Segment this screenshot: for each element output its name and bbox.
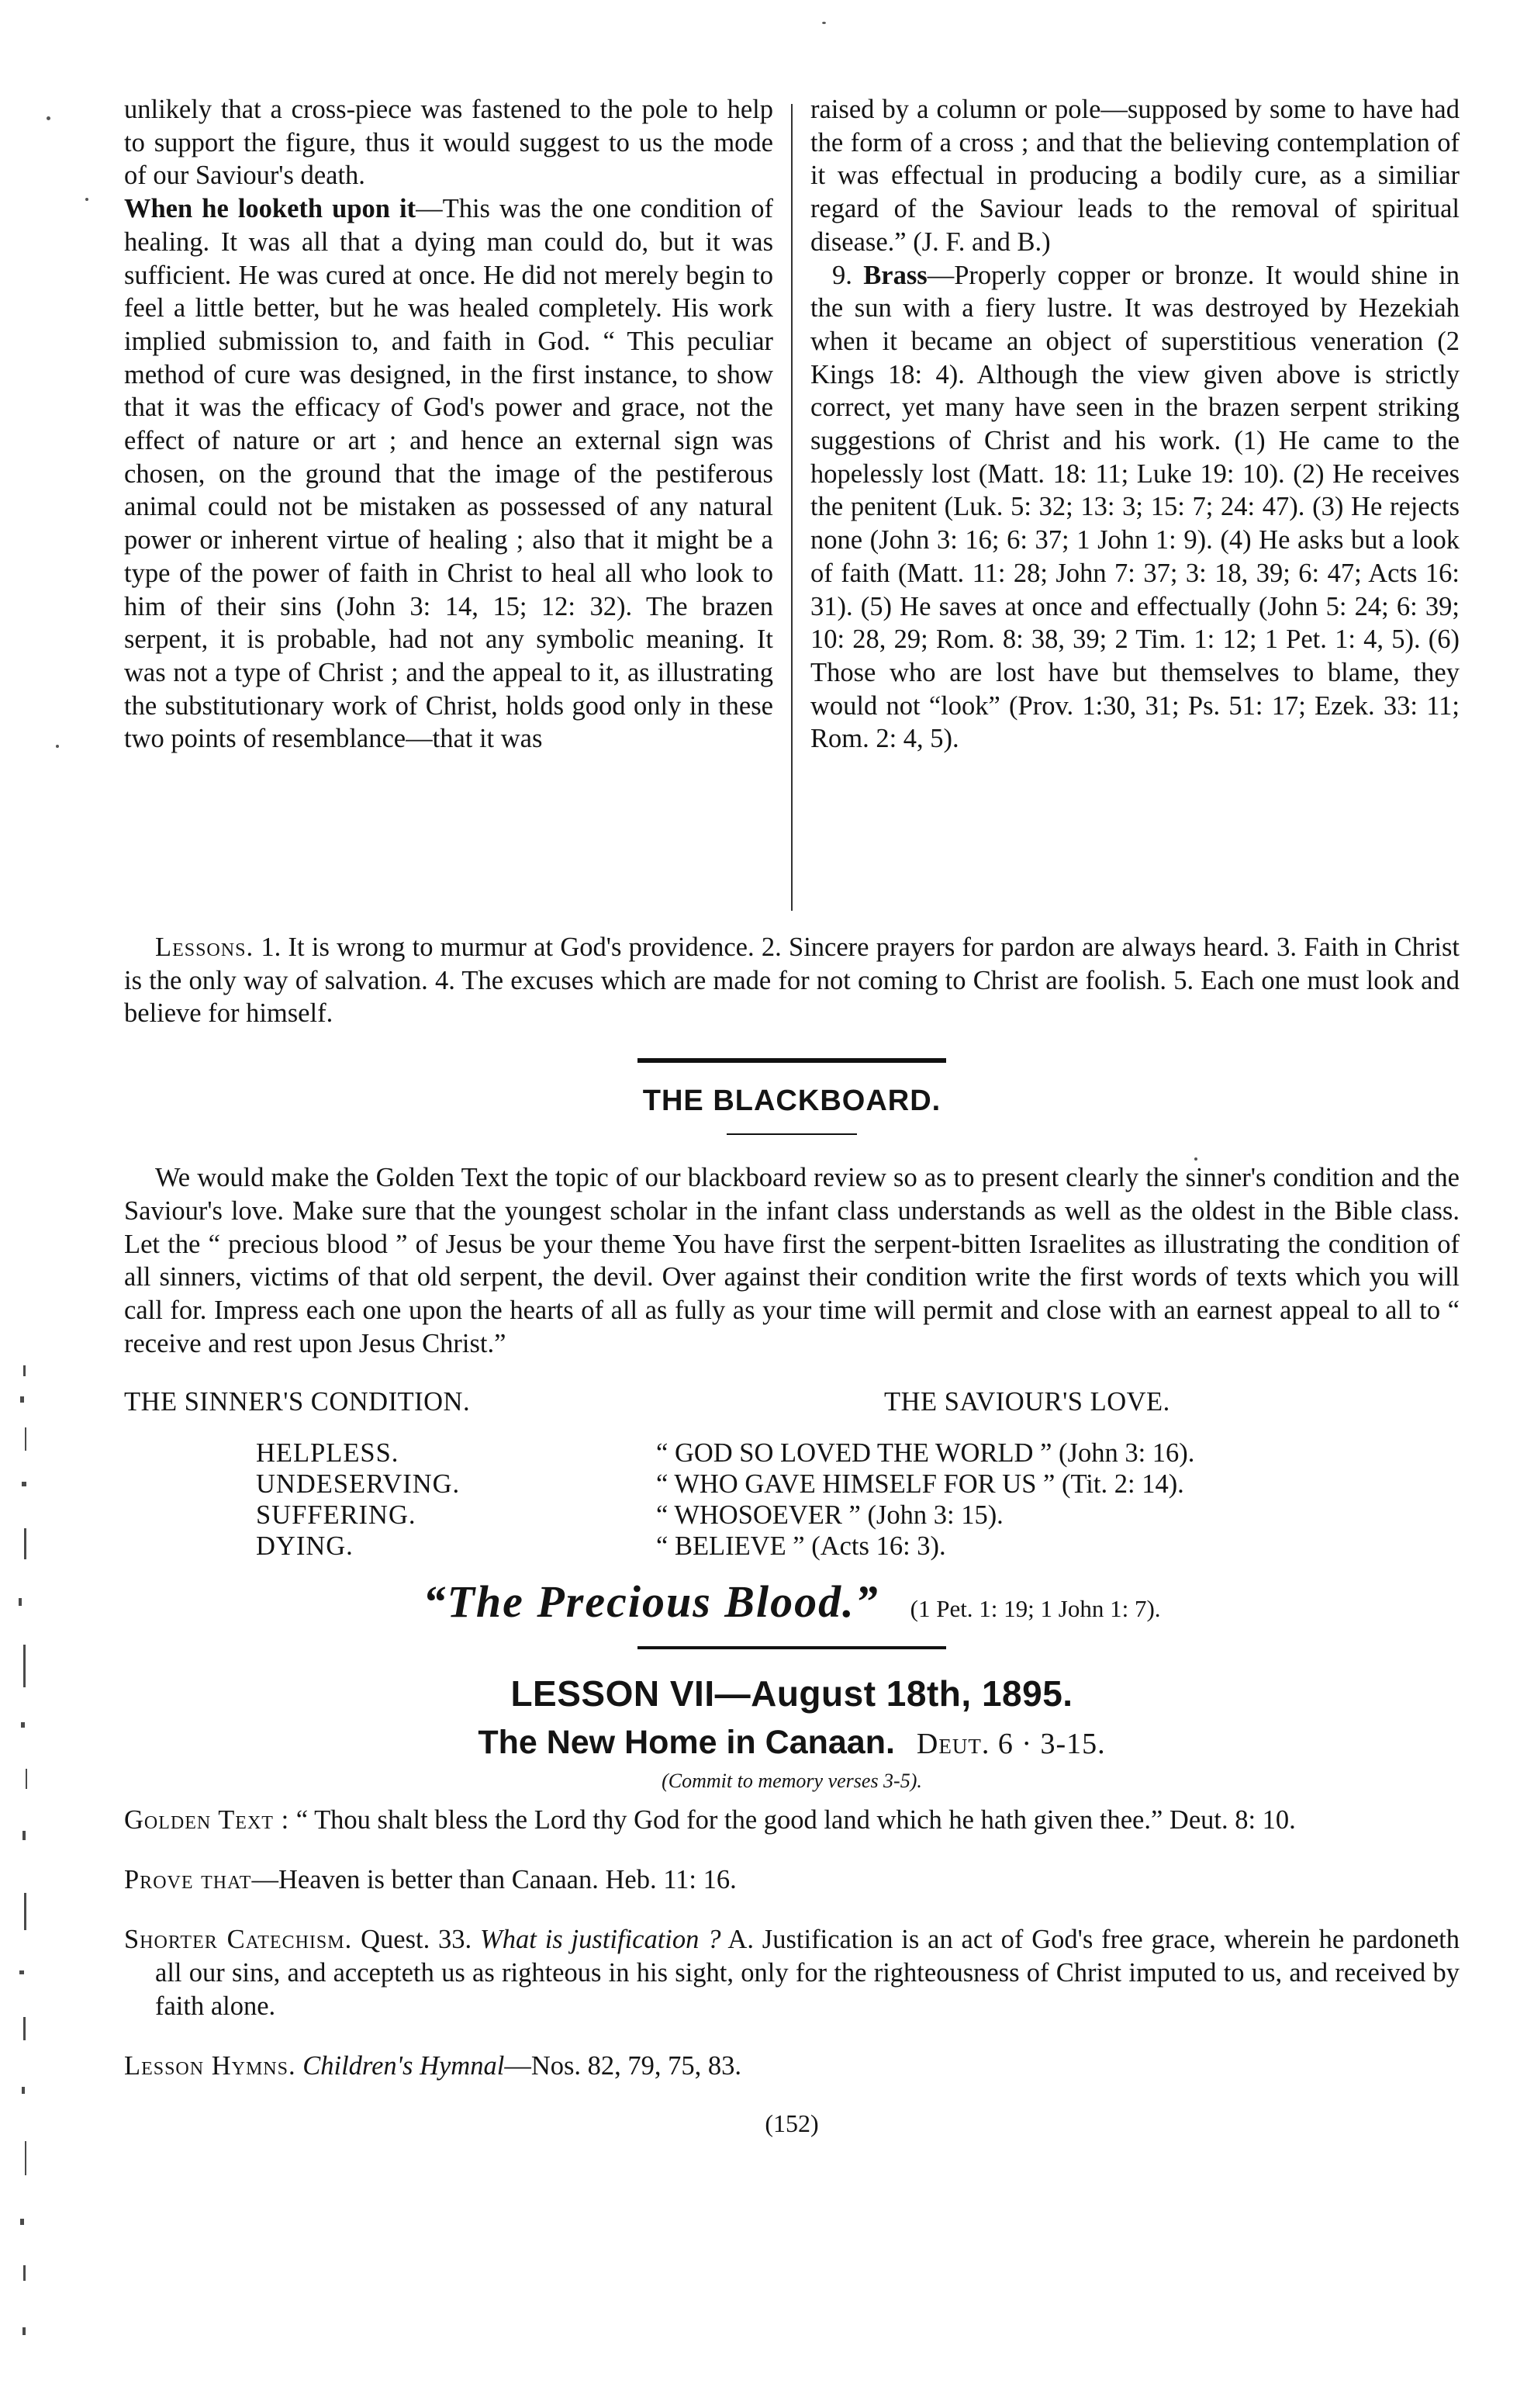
table-row — [256, 1469, 1460, 1500]
page-number: (152) — [765, 2109, 819, 2138]
right-column — [793, 93, 1460, 911]
right-para-2-lead: Brass — [863, 260, 928, 290]
blackboard-table — [256, 1438, 1460, 1562]
scan-edge-noise — [0, 1365, 43, 2374]
blackboard-title: THE BLACKBOARD. — [642, 1085, 941, 1118]
lessons-label: Lessons. — [155, 932, 254, 962]
lesson-subtitle: The New Home in Canaan. — [478, 1723, 895, 1761]
right-para-1: raised by a column or pole—supposed by some to have had the form of a cross ; and that the believing contemplation of it was effectual in producing a bodily cure, as a similiar regard of the Saviour leads to the removal of spiritual disease.” (J. F. and B.) — [810, 95, 1460, 257]
lesson-subtitle-line — [124, 1724, 1460, 1762]
precious-blood-text: “The Precious Blood.” — [423, 1576, 879, 1627]
condition-cell: DYING. — [256, 1531, 354, 1561]
scan-speck — [85, 198, 88, 201]
lesson-title: LESSON VII—August 18th, 1895. — [510, 1673, 1073, 1714]
catechism-question: What is justification ? — [480, 1925, 721, 1955]
hymns-book: Children's Hymnal — [302, 2050, 505, 2081]
section-rule-thin — [727, 1133, 857, 1135]
table-row — [256, 1500, 1460, 1531]
right-para-2-text: —Properly copper or bronze. It would shine in the sun with a fiery lustre. It was destroyed by Hezekiah when it became an object of superstitious veneration (2 Kings 18: 4). Although the view given above is strictly correct, yet many have seen in the brazen serpent striking suggestions of Christ and his work. (1) He came to the hopelessly lost (Matt. 18: 11; Luke 19: 10). (2) He receives the penitent (Luk. 5: 32; 13: 3; 15: 7; 24: 47). (3) He rejects none (John 3: 16; 6: 37; 1 John 1: 9). (4) He asks but a look of faith (Matt. 11: 28; John 7: 37; 3: 18, 39; 6: 47; Acts 16: 31). (5) He saves at once and effectually (John 5: 24; 6: 39; 10: 28, 29; Rom. 8: 38, 39; 2 Tim. 1: 12; 1 Pet. 1: 4, 5). (6) Those who are lost have but themselves to blame, they would not “look” (Prov. 1:30, 31; Ps. 51: 17; Ezek. 33: 11; Rom. 2: 4, 5). — [810, 260, 1460, 754]
prove-that-label: Prove that — [124, 1865, 252, 1895]
catechism-question-number: Quest. 33. — [352, 1925, 481, 1955]
blackboard-body: We would make the Golden Text the topic of our blackboard review so as to present clearly the sinner's condition and the Saviour's love. Make sure that the youngest scholar in the infant class understands as well as the oldest in the Bible class. Let the “ precious blood ” of Jesus be your theme You have first the serpent-bitten Israelites as illustrating the condition of all sinners, victims of that old serpent, the devil. Over against their condition write the first words of texts which you will call for. Impress each one upon the hearts of all as fully as your time will permit and close with an earnest appeal to all to “ receive and rest upon Jesus Christ.” — [124, 1163, 1460, 1358]
hymns-numbers: —Nos. 82, 79, 75, 83. — [504, 2050, 742, 2081]
condition-cell: UNDESERVING. — [256, 1469, 461, 1499]
golden-text — [124, 1804, 1460, 1837]
lessons-text: 1. It is wrong to murmur at God's providence. 2. Sincere prayers for pardon are always heard. 3. Faith in Christ is the only way of salvation. 4. The excuses which are made for not coming to Christ are foolish. 5. Each one must look and believe for himself. — [124, 932, 1460, 1029]
shorter-catechism — [124, 1923, 1460, 2022]
love-cell: “ BELIEVE ” (Acts 16: 3). — [656, 1531, 946, 1561]
catechism-answer: A. Justification is an act of God's free grace, wherein he pardoneth all our sins, and accepteth us as righteous in his sight, only for the righteousness of Christ imputed to us, and received by faith alone. — [155, 1925, 1460, 2021]
commit-to-memory: (Commit to memory verses 3-5). — [662, 1769, 922, 1792]
prove-that — [124, 1863, 1460, 1897]
precious-blood-motto — [124, 1576, 1460, 1628]
love-cell: “ GOD SO LOVED THE WORLD ” (John 3: 16). — [656, 1438, 1195, 1468]
left-para-2-lead: When he looketh upon it — [124, 194, 416, 224]
prove-that-body: —Heaven is better than Canaan. Heb. 11: 16. — [251, 1865, 737, 1895]
golden-text-body: “ Thou shalt bless the Lord thy God for the good land which he hath given thee.” Deut. 8: 10. — [289, 1804, 1296, 1835]
condition-cell: SUFFERING. — [256, 1500, 416, 1530]
left-para-2-text: —This was the one condition of healing. It was all that a dying man could do, but it was sufficient. He was cured at once. He did not merely begin to feel a little better, but he was healed completely. His work implied submission to, and faith in God. “ This peculiar method of cure was designed, in the first instance, to show that it was the efficacy of God's power and grace, not the effect of nature or art ; and hence an external sign was chosen, on the ground that the image of the pestiferous animal could not be mistaken as possessed of any natural power or inherent virtue of healing ; also that it might be a type of the power of faith in Christ to heal all who look to him of their sins (John 3: 14, 15; 12: 32). The brazen serpent, it is probable, had not any symbolic meaning. It was not a type of Christ ; and the appeal to it, as illustrating the substitutionary work of Christ, holds good only in these two points of resemblance—that it was — [124, 194, 773, 754]
hymns-label: Lesson Hymns. — [124, 2050, 296, 2081]
condition-cell: HELPLESS. — [256, 1438, 399, 1468]
love-cell: “ WHOSOEVER ” (John 3: 15). — [656, 1500, 1004, 1530]
saviours-love-heading: THE SAVIOUR'S LOVE. — [884, 1386, 1170, 1417]
catechism-label: Shorter Catechism. — [124, 1925, 353, 1955]
lesson-scripture-reference: Deut. 6 · 3-15. — [916, 1727, 1106, 1760]
scan-speck — [1194, 1157, 1197, 1161]
golden-text-label: Golden Text : — [124, 1804, 290, 1835]
lessons-paragraph — [124, 931, 1460, 1030]
right-para-2-num: 9. — [832, 260, 852, 290]
blackboard-column-headings — [124, 1387, 1460, 1417]
sinners-condition-heading: THE SINNER'S CONDITION. — [124, 1386, 471, 1417]
page — [124, 93, 1460, 2138]
scan-speck — [56, 745, 59, 748]
section-rule-bottom — [637, 1646, 946, 1649]
two-column-commentary — [124, 93, 1460, 911]
section-rule-top — [637, 1058, 946, 1063]
left-para-1: unlikely that a cross-piece was fastened to the pole to help to support the figure, thus it would suggest to us the mode of our Saviour's death. — [124, 95, 773, 191]
scan-speck — [822, 22, 826, 24]
scan-speck — [47, 116, 50, 120]
left-para-2 — [124, 192, 773, 756]
love-cell: “ WHO GAVE HIMSELF FOR US ” (Tit. 2: 14). — [656, 1469, 1184, 1499]
right-para-2 — [810, 259, 1460, 756]
lesson-hymns — [124, 2050, 1460, 2083]
left-column — [124, 93, 791, 911]
table-row — [256, 1438, 1460, 1469]
table-row — [256, 1531, 1460, 1562]
precious-blood-reference: (1 Pet. 1: 19; 1 John 1: 7). — [910, 1594, 1161, 1622]
